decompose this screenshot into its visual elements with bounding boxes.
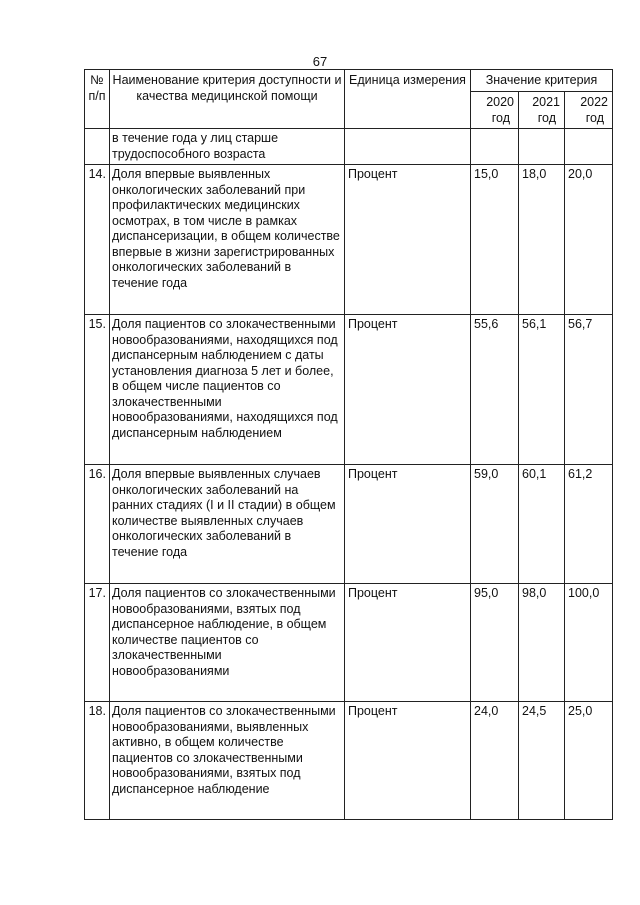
row-unit: Процент <box>345 584 471 702</box>
header-value: Значение критерия <box>471 70 613 92</box>
row-unit: Процент <box>345 702 471 820</box>
row-value-2022 <box>565 129 613 165</box>
row-value-2020: 55,6 <box>471 315 519 465</box>
header-year-2021-year: 2021 <box>532 95 560 109</box>
page-number: 67 <box>312 54 328 69</box>
header-year-2021 <box>519 92 565 129</box>
row-value-2021: 24,5 <box>519 702 565 820</box>
row-value-2021: 18,0 <box>519 165 565 315</box>
row-unit <box>345 129 471 165</box>
table-row <box>85 584 613 702</box>
row-unit: Процент <box>345 165 471 315</box>
header-year-2022-year: 2022 <box>580 95 609 109</box>
row-num <box>85 129 110 165</box>
row-name: Доля пациентов со злокачественными новообразованиями, находящихся под диспансерным наблюдением с даты установления диагноза 5 лет и более, в общем числе пациентов со злокачественными новообразованиями, находящихся под диспансерным наблюдением <box>110 315 345 465</box>
row-value-2022: 100,0 <box>565 584 613 702</box>
row-value-2022: 25,0 <box>565 702 613 820</box>
row-value-2020: 59,0 <box>471 465 519 584</box>
row-value-2021: 60,1 <box>519 465 565 584</box>
row-name: Доля пациентов со злокачественными новообразованиями, взятых под диспансерное наблюдение, в общем количестве пациентов со злокачественными новообразованиями <box>110 584 345 702</box>
header-year-2020-suffix: год <box>491 110 510 125</box>
row-value-2020: 95,0 <box>471 584 519 702</box>
row-name: Доля пациентов со злокачественными новообразованиями, выявленных активно, в общем количестве пациентов со злокачественными новообразованиями, взятых под диспансерное наблюдение <box>110 702 345 820</box>
row-value-2021 <box>519 129 565 165</box>
header-name: Наименование критерия доступности и качества медицинской помощи <box>110 70 345 129</box>
criteria-table <box>84 69 613 820</box>
row-value-2022: 56,7 <box>565 315 613 465</box>
row-unit: Процент <box>345 315 471 465</box>
row-num: 18. <box>85 702 110 820</box>
header-year-2021-suffix: год <box>537 110 556 125</box>
header-num: № п/п <box>85 70 110 129</box>
table-row <box>85 465 613 584</box>
row-value-2020: 24,0 <box>471 702 519 820</box>
row-value-2022: 20,0 <box>565 165 613 315</box>
row-value-2020: 15,0 <box>471 165 519 315</box>
header-unit: Единица измерения <box>345 70 471 129</box>
row-name: Доля впервые выявленных случаев онкологических заболеваний на ранних стадиях (I и II стадии) в общем количестве выявленных случаев онкологических заболеваний в течение года <box>110 465 345 584</box>
table-row <box>85 165 613 315</box>
row-num: 17. <box>85 584 110 702</box>
header-year-2022-suffix: год <box>585 110 605 125</box>
row-value-2021: 56,1 <box>519 315 565 465</box>
header-year-2022 <box>565 92 613 129</box>
row-unit: Процент <box>345 465 471 584</box>
row-value-2020 <box>471 129 519 165</box>
header-year-2020-year: 2020 <box>486 95 514 109</box>
row-name: в течение года у лиц старше трудоспособного возраста <box>110 129 345 165</box>
table-row <box>85 129 613 165</box>
row-num: 16. <box>85 465 110 584</box>
row-value-2022: 61,2 <box>565 465 613 584</box>
row-num: 15. <box>85 315 110 465</box>
row-name: Доля впервые выявленных онкологических заболеваний при профилактических медицинских осмотрах, в том числе в рамках диспансеризации, в общем количестве впервые в жизни зарегистрированных онкологических заболеваний в течение года <box>110 165 345 315</box>
table-row <box>85 702 613 820</box>
table-row <box>85 315 613 465</box>
row-num: 14. <box>85 165 110 315</box>
row-value-2021: 98,0 <box>519 584 565 702</box>
header-year-2020 <box>471 92 519 129</box>
